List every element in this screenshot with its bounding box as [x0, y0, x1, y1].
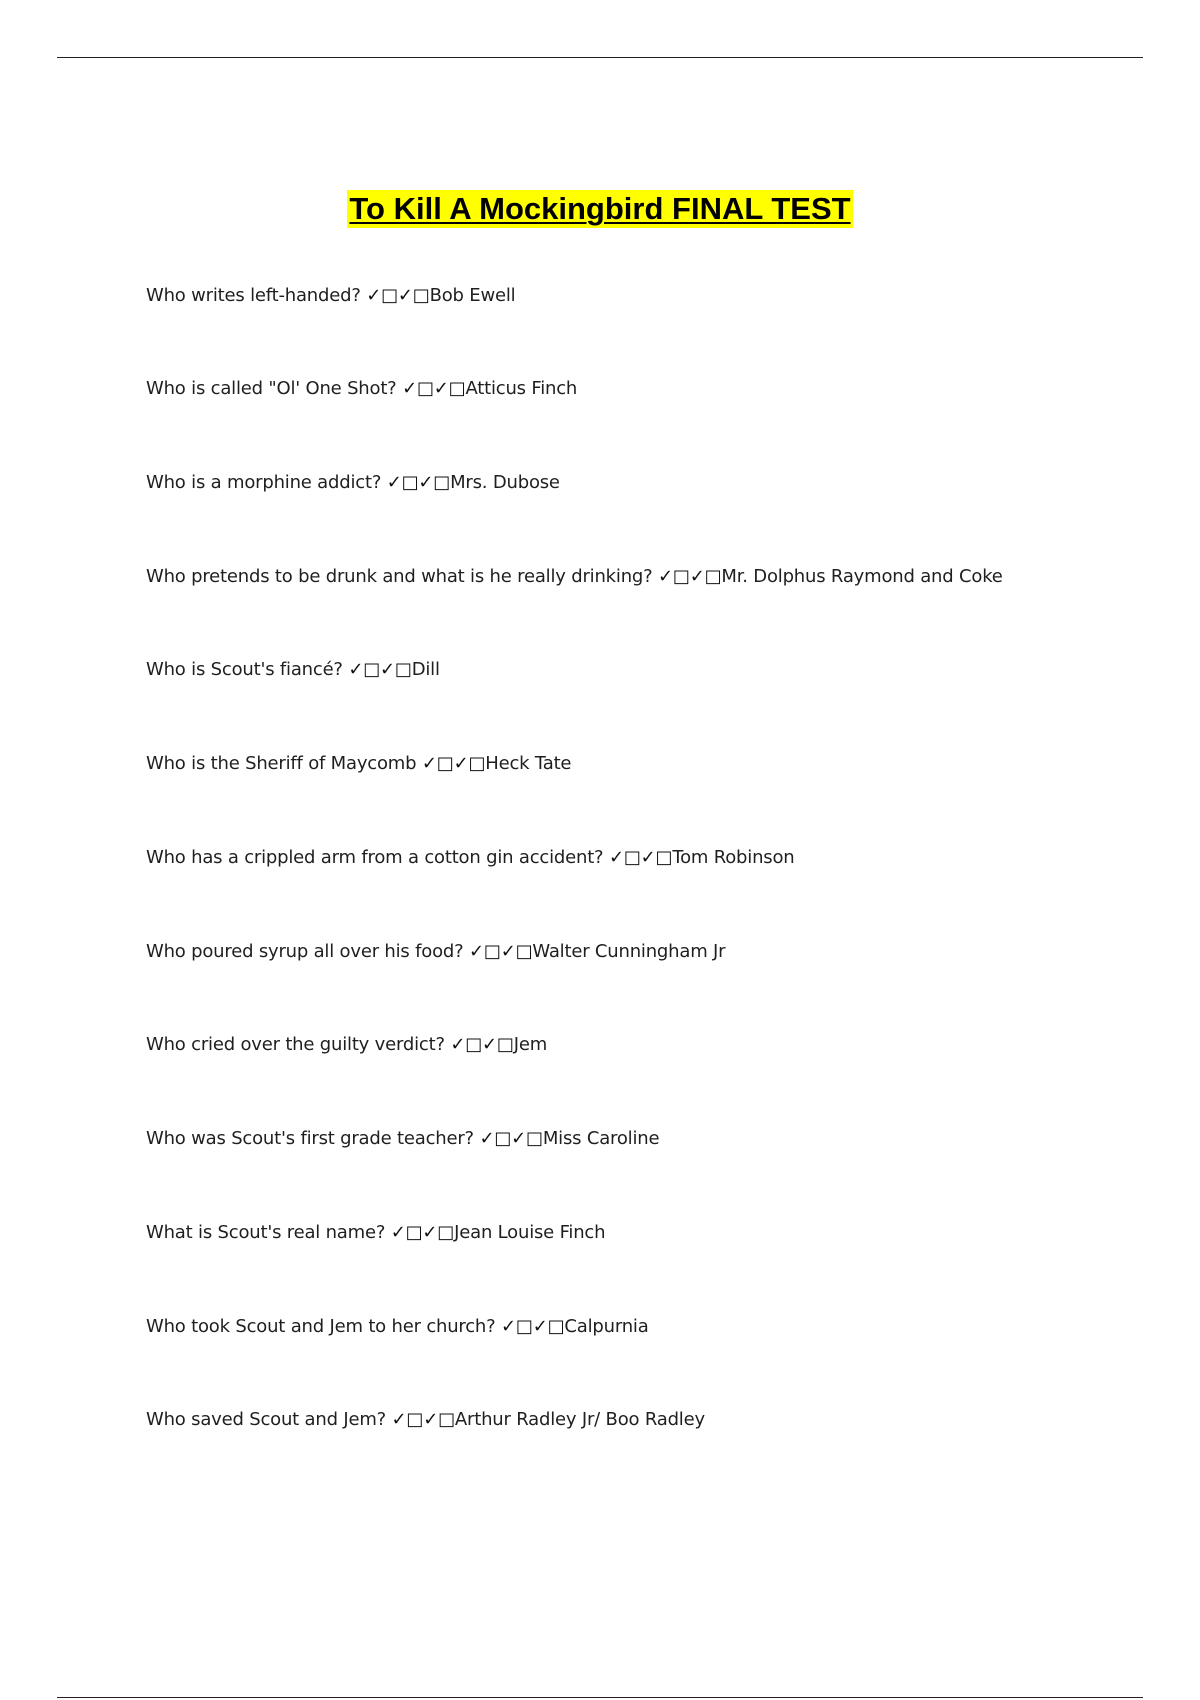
- check-mark-icons: ✓□✓□: [608, 847, 673, 868]
- question-text: Who writes left-handed?: [146, 285, 367, 306]
- answer-text: Mr. Dolphus Raymond and Coke: [721, 566, 1003, 587]
- check-mark-icons: ✓□✓□: [479, 1128, 543, 1149]
- qa-item: [146, 658, 440, 682]
- top-rule: [57, 57, 1143, 58]
- answer-text: Mrs. Dubose: [450, 472, 560, 493]
- check-mark-icons: ✓□✓□: [390, 1222, 455, 1243]
- qa-item: [146, 1221, 605, 1245]
- answer-text: Jean Louise Finch: [454, 1222, 606, 1243]
- qa-item: [146, 1315, 649, 1339]
- qa-item: [146, 284, 515, 308]
- answer-text: Walter Cunningham Jr: [532, 941, 726, 962]
- page-title: To Kill A Mockingbird FINAL TEST: [349, 191, 851, 226]
- answer-text: Miss Caroline: [542, 1128, 660, 1149]
- check-mark-icons: ✓□✓□: [402, 378, 466, 399]
- question-text: Who took Scout and Jem to her church?: [146, 1316, 502, 1337]
- answer-text: Calpurnia: [564, 1316, 649, 1337]
- answer-text: Atticus Finch: [465, 378, 578, 399]
- check-mark-icons: ✓□✓□: [469, 941, 533, 962]
- bottom-rule: [57, 1697, 1143, 1698]
- answer-text: Tom Robinson: [672, 847, 795, 868]
- qa-item: [146, 752, 571, 776]
- question-text: Who saved Scout and Jem?: [146, 1409, 392, 1430]
- check-mark-icons: ✓□✓□: [658, 566, 722, 587]
- question-text: Who is a morphine addict?: [146, 472, 387, 493]
- qa-item: [146, 377, 577, 401]
- question-text: Who poured syrup all over his food?: [146, 941, 469, 962]
- answer-text: Dill: [411, 659, 440, 680]
- answer-text: Arthur Radley Jr/ Boo Radley: [454, 1409, 705, 1430]
- answer-text: Heck Tate: [485, 753, 572, 774]
- question-text: Who has a crippled arm from a cotton gin accident?: [146, 847, 609, 868]
- qa-item: [146, 940, 725, 964]
- check-mark-icons: ✓□✓□: [386, 472, 451, 493]
- answer-text: Jem: [513, 1034, 548, 1055]
- question-text: Who is Scout's fiancé?: [146, 659, 349, 680]
- qa-item: [146, 1127, 659, 1151]
- answer-text: Bob Ewell: [429, 285, 516, 306]
- question-text: What is Scout's real name?: [146, 1222, 391, 1243]
- check-mark-icons: ✓□✓□: [421, 753, 486, 774]
- qa-item: [146, 565, 1003, 589]
- question-text: Who pretends to be drunk and what is he really drinking?: [146, 566, 658, 587]
- qa-item: [146, 846, 794, 870]
- check-mark-icons: ✓□✓□: [501, 1316, 565, 1337]
- check-mark-icons: ✓□✓□: [366, 285, 430, 306]
- check-mark-icons: ✓□✓□: [450, 1034, 514, 1055]
- question-text: Who is the Sheriff of Maycomb: [146, 753, 422, 774]
- question-text: Who is called "Ol' One Shot?: [146, 378, 403, 399]
- check-mark-icons: ✓□✓□: [348, 659, 412, 680]
- qa-item: [146, 1408, 705, 1432]
- qa-item: [146, 1033, 547, 1057]
- check-mark-icons: ✓□✓□: [391, 1409, 455, 1430]
- question-text: Who was Scout's first grade teacher?: [146, 1128, 480, 1149]
- question-text: Who cried over the guilty verdict?: [146, 1034, 451, 1055]
- title-container: [0, 190, 1200, 228]
- qa-item: [146, 471, 560, 495]
